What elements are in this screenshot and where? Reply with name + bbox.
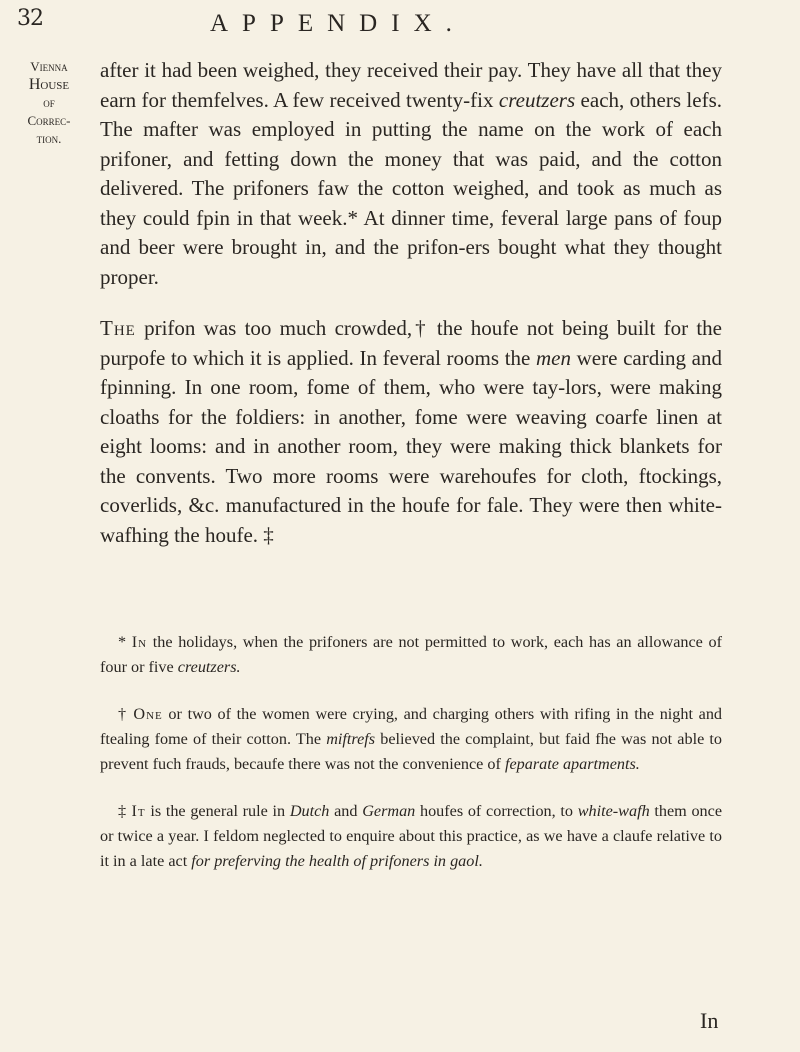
footnote-mark: ‡: [118, 802, 127, 820]
italic-term: for preferving the health of prifoners in gaol.: [191, 852, 483, 870]
footnote-text: houfes of correction, to: [415, 802, 578, 820]
catchword: In: [700, 1008, 719, 1033]
footnotes: [100, 630, 722, 896]
running-head: APPENDIX.: [210, 10, 466, 37]
marginal-note-line: of: [43, 95, 55, 110]
footnote-text: the holidays, when the prifoners are not permitted to work, each has an allowance of four or five: [100, 633, 723, 676]
footnote-mark: †: [118, 705, 128, 723]
footnote-text: believed the complaint, but faid fhe was not able to prevent fuch frauds, becaufe there was not the convenience of: [100, 730, 722, 773]
marginal-note-line: Correc-: [27, 113, 71, 128]
footnote-lead-word: It: [131, 802, 146, 820]
footnote-2: [100, 702, 722, 777]
footnote-text: and: [329, 802, 363, 820]
footnote-text: is the general rule in: [145, 802, 290, 820]
paragraph-text: prifon was too much crowded,† the houfe not being built for the purpofe to which it is applied. In feveral rooms the: [100, 316, 722, 370]
italic-term: white-wafh: [577, 802, 650, 820]
paragraph-text: after it had been weighed, they received their pay. They have all that they earn for themfelves. A few received twenty-fix: [100, 58, 722, 112]
page-number: 32: [17, 6, 43, 31]
paragraph-text: each, others lefs. The mafter was employed in putting the name on the work of each prifoner, and fetting down the money that was paid, and the cotton delivered. The prifoners faw the cotton weighed, and took as much as they could fpin in that week.* At dinner time, feveral large pans of foup and beer were brought in, and the prifon-ers bought what they thought proper.: [100, 87, 723, 289]
footnote-lead-word: In: [131, 633, 148, 651]
marginal-note-line: House: [28, 76, 70, 93]
main-text: [100, 56, 722, 550]
footnote-text: them once or twice a year. I feldom neglected to enquire about this practice, as we have a claufe relative to it in a late act: [100, 802, 723, 870]
footnote-text: or two of the women were crying, and charging others with rifing in the night and ftealing fome of their cotton. The: [100, 705, 723, 748]
italic-term: men: [536, 345, 571, 370]
italic-term: Dutch: [289, 802, 330, 820]
marginal-note: [14, 58, 84, 148]
paragraph-text: were carding and fpinning. In one room, fome of them, who were tay-lors, were making cloaths for the foldiers: in another, fome were weaving coarfe linen at eight looms: and in another room, they were making thick blankets for the convents. Two more rooms were warehoufes for cloth, ftockings, coverlids, &c. manufactured in the houfe for fale. They were then white-wafhing the houfe. ‡: [100, 345, 722, 547]
footnote-lead-word: One: [133, 705, 163, 723]
italic-term: creutzers: [498, 87, 576, 112]
italic-term: creutzers.: [177, 658, 241, 676]
footnote-1: [100, 630, 722, 680]
footnote-3: [100, 799, 722, 874]
paragraph-1: [100, 56, 722, 292]
italic-term: German: [362, 802, 416, 820]
italic-term: feparate apartments.: [504, 755, 640, 773]
footnote-mark: *: [118, 633, 127, 651]
marginal-note-line: Vienna: [30, 59, 68, 74]
paragraph-2: [100, 314, 722, 550]
paragraph-lead-word: The: [100, 316, 136, 340]
italic-term: miftrefs: [326, 730, 376, 748]
marginal-note-line: tion.: [36, 131, 62, 146]
